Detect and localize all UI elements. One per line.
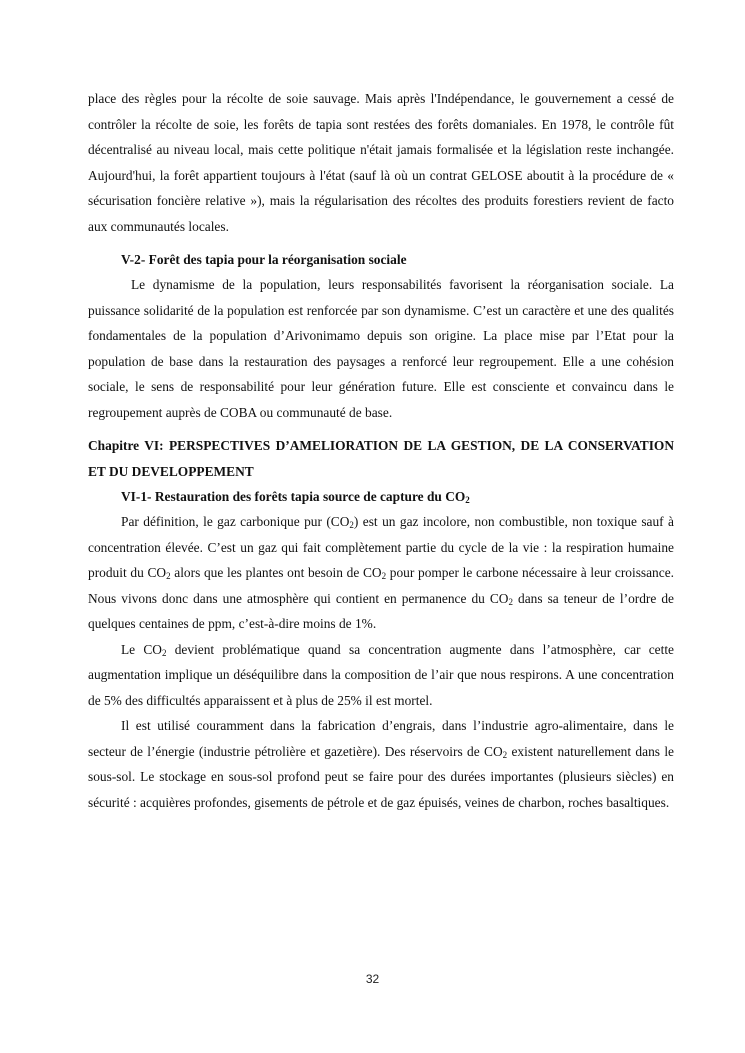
section-heading-vi1-text: VI-1- Restauration des forêts tapia source de capture du CO [121,489,466,504]
text-span: dans sa teneur de l’ordre de quelques centaines de ppm, c’est-à-dire moins de 1%. [88,590,674,631]
text-span: devient problématique quand sa concentration augmente dans l’atmosphère, car cette augmentation implique un déséquilibre dans la composition de l’air que nous respirons. A une concentration de 5% des difficultés apparaissent et à plus de 25% il est mortel. [88,641,674,708]
text-span: Le CO [121,641,162,657]
subscript-2: 2 [502,749,508,760]
paragraph-co2-danger [88,637,674,714]
text-span: Par définition, le gaz carbonique pur (CO [121,514,350,529]
text-span: existent naturellement dans le sous-sol. Le stockage en sous-sol profond peut se faire pour des durées importantes (plusieurs siècles) en sécurité : acquières profondes, gisements de pétrole et de gaz épuisés, veines de charbon, roches basaltiques. [88,743,674,810]
page-number: 32 [365,972,380,986]
paragraph-co2-definition [88,509,674,637]
subscript-2: 2 [166,571,171,581]
paragraph-social-reorganisation: Le dynamisme de la population, leurs responsabilités favorisent la réorganisation sociale. La puissance solidarité de la population est renforcée par son dynamisme. C’est un caractère et une des qualités fondamentales de la population d’Arivonimamo depuis son origine. La place mise par l’Etat pour la population de base dans la restauration des paysages a renforcé leur regroupement. Elle a une cohésion sociale, le sens de responsabilité pour leur génération future. Elle est consciente et convaincu dans le regroupement auprès de COBA ou communauté de base. [88,277,674,420]
section-heading-vi1 [121,484,674,509]
text-span: pour pomper le carbone nécessaire à leur croissance. Nous vivons donc dans une atmosphère qui contient en permanence du CO [88,565,674,606]
text-span: Il est utilisé couramment dans la fabrication d’engrais, dans l’industrie agro-alimentaire, dans le secteur de l’énergie (industrie pétrolière et gazetière). Des réservoirs de CO [88,718,674,759]
subscript-2: 2 [381,571,387,581]
paragraph-co2-usage [88,713,674,815]
text-span: ) est un gaz incolore, non combustible, non toxique sauf à concentration élevée. C’est un gaz qui fait complètement partie du cycle de la vie : la respiration humaine produit du CO [88,514,674,580]
subscript-2: 2 [508,596,513,607]
page-content [88,86,674,815]
text-span: alors que les plantes ont besoin de CO [170,565,382,580]
subscript-2: 2 [349,520,354,530]
subscript-2: 2 [465,495,470,505]
paragraph-gelose: place des règles pour la récolte de soie sauvage. Mais après l'Indépendance, le gouvernement a cessé de contrôler la récolte de soie, les forêts de tapia sont restées des forêts domaniales. En 1978, le contrôle fût décentralisé au niveau local, mais cette politique n'était jamais formalisée et la législation reste inchangée. Aujourd'hui, la forêt appartient toujours à l'état (sauf là où un contrat GELOSE aboutit à la procédure de « sécurisation foncière relative »), mais la régularisation des récoltes des produits forestiers revient de facto aux communautés locales. [88,91,674,234]
section-heading-v2: V-2- Forêt des tapia pour la réorganisation sociale [121,252,407,267]
subscript-2: 2 [161,647,167,658]
chapter-heading-vi: Chapitre VI: PERSPECTIVES D’AMELIORATION DE LA GESTION, DE LA CONSERVATION ET DU DEVELOPPEMENT [88,438,674,479]
